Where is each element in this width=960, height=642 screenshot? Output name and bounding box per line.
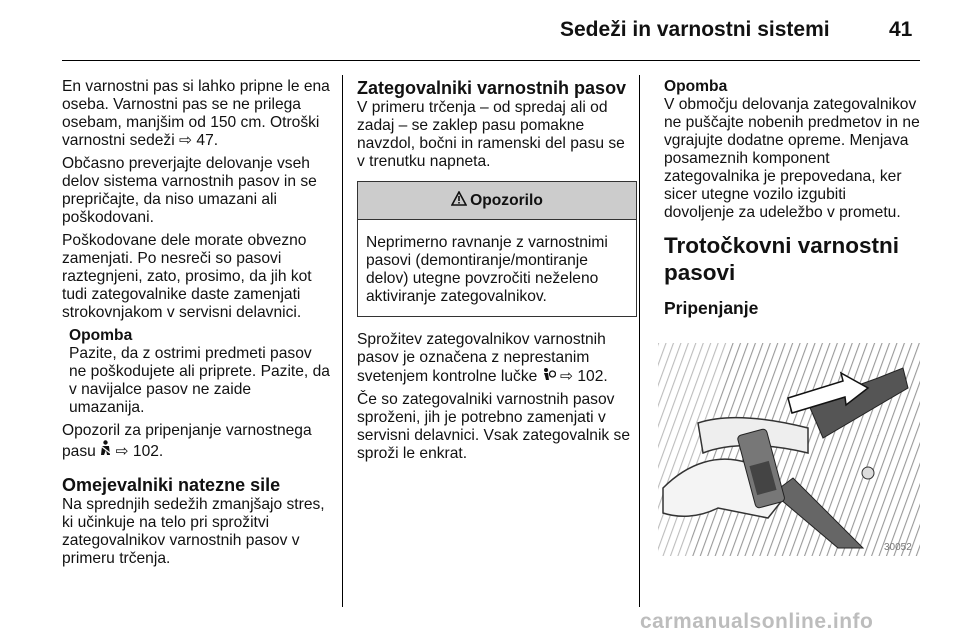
warning-title: Opozorilo (470, 191, 543, 209)
header-title: Sedeži in varnostni sistemi (560, 18, 830, 41)
note-text: Pazite, da z ostrimi predmeti pasov ne poškodujete ali priprete. Pazite, da v navijalce pasov ne zaide umazanija. (69, 345, 330, 416)
warning-triangle-icon (451, 191, 467, 211)
section-heading: Omejevalniki natezne sile (62, 475, 281, 495)
column-divider-1 (342, 75, 343, 607)
paragraph: En varnostni pas si lahko pripne le ena oseba. Varnostni pas se ne prilega osebam, manjšim od 150 cm. Otroški varnostni sedeži ⇨ 47. (62, 78, 330, 149)
paragraph: Če so zategovalniki varnostnih pasov sproženi, jih je potrebno zamenjati v servisni delavnici. Vsak zategovalnik se sproži le enkrat. (357, 391, 631, 462)
seatbelt-icon (100, 440, 111, 460)
airbag-warning-icon (542, 367, 556, 385)
section-heading: Zategovalniki varnostnih pasov (357, 78, 627, 98)
paragraph: Na sprednjih sedežih zmanjšajo stres, ki učinkuje na telo pri sprožitvi zategovalnikov varnostnih pasov v primeru trčenja. (62, 496, 325, 567)
paragraph (357, 331, 632, 386)
paragraph: Občasno preverjajte delovanje vseh delov sistema varnostnih pasov in se prepričajte, da niso umazani ali poškodovani. (62, 155, 317, 226)
column-3 (664, 78, 920, 318)
watermark: carmanualsonline.info (640, 610, 874, 633)
warning-header (358, 182, 636, 220)
column-divider-2 (639, 75, 640, 607)
column-2 (357, 78, 632, 468)
section-heading: Trotočkovni varnostni pasovi (664, 233, 900, 285)
subsection-heading: Pripenjanje (664, 298, 759, 318)
image-code: 30052 (884, 542, 912, 553)
warning-text: Neprimerno ravnanje z varnostnimi pasovi (demontiranje/montiranje delov) utegne povzročiti neželeno aktiviranje zategovalnikov. (366, 234, 608, 305)
column-1 (62, 78, 330, 573)
note-block (62, 327, 330, 417)
page-number: 41 (889, 18, 913, 41)
header-rule (62, 60, 920, 61)
note-text: V območju delovanja zategovalnikov ne puščajte nobenih predmetov in ne vgrajujte dodatne opreme. Menjava posameznih komponent zategovalnika je prepovedana, ker sicer utegne vozilo izgubiti dovoljenje za udeležbo v prometu. (664, 96, 920, 221)
text: Sprožitev zategovalnikov varnostnih pasov je označena z neprestanim svetenjem kontrolne lučke (357, 331, 606, 385)
text: Opozoril za pripenjanje varnostnega pasu (62, 422, 312, 460)
seatbelt-buckling-illustration (658, 343, 920, 556)
paragraph: V primeru trčenja – od spredaj ali od zadaj – se zaklep pasu pomakne navzdol, bočni in ramenski del pasu se v trenutku napneta. (357, 99, 625, 170)
note-heading: Opomba (69, 327, 133, 344)
paragraph (62, 422, 330, 461)
page-reference[interactable]: ⇨ 102. (559, 368, 608, 385)
page-reference[interactable]: ⇨ 102. (115, 443, 164, 460)
warning-box (357, 181, 637, 317)
note-heading: Opomba (664, 78, 728, 95)
paragraph: Poškodovane dele morate obvezno zamenjati. Po nesreči so pasovi raztegnjeni, zato, prosimo, da jih kot tudi zategovalnike daste zamenjati strokovnjakom v servisni delavnici. (62, 232, 312, 321)
